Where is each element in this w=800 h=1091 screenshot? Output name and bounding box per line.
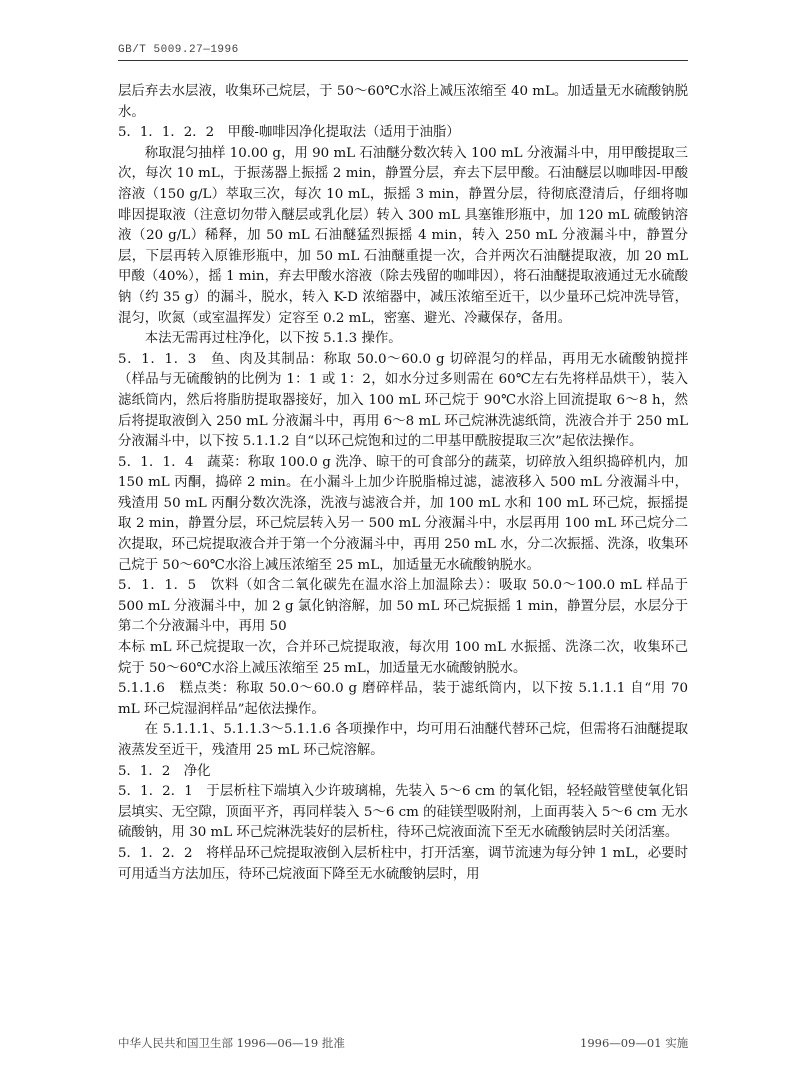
paragraph: 5．1．1．4 蔬菜：称取 100.0 g 洗净、晾干的可食部分的蔬菜，切碎放入组织捣碎机内，加 150 mL 丙酮，捣碎 2 min。在小漏斗上加少许脱脂棉过滤，滤液移入 500 mL 分液漏斗中，残渣用 50 mL 丙酮分数次洗涤，洗液与滤液合并，加 100 mL 水和 100 mL 环己烷，振摇提取 2 min，静置分层，环己烷层转入另一 500 mL 分液漏斗中，水层再用 100 mL 环己烷分二次提取，环己烷提取液合并于第一个分液漏斗中，再用 250 mL 水，分二次振摇、洗涤，收集环己烷于 50～60℃水浴上减压浓缩至 25 mL，加适量无水硫酸钠脱水。 [118,454,688,573]
header-rule [118,60,688,61]
paragraph: 5．1．2．2 将样品环己烷提取液倒入层析柱中，打开活塞，调节流速为每分钟 1 mL，必要时可用适当方法加压，待环己烷液面下降至无水硫酸钠层时，用 [118,845,688,882]
section-heading: 5．1．1．2．2 甲酸-咖啡因净化提取法（适用于油脂） [118,125,460,141]
paragraph: 本法无需再过柱净化，以下按 5.1.3 操作。 [144,331,402,347]
section-heading: 5．1．2 净化 [118,763,211,779]
standard-code-header: GB/T 5009.27—1996 [118,44,239,56]
paragraph: 5．1．2．1 于层析柱下端填入少许玻璃棉，先装入 5～6 cm 的氧化铝，轻轻敲管壁使氧化铝层填实、无空隙，顶面平齐，再同样装入 5～6 cm 的硅镁型吸附剂，上面再装入 5～6 cm 无水硫酸钠，用 30 mL 环己烷淋洗装好的层析柱，待环己烷液面流下至无水硫酸钠层时关闭活塞。 [118,784,688,841]
paragraph: 5.1.1.6 糕点类：称取 50.0～60.0 g 磨碎样品，装于滤纸筒内，以下按 5.1.1.1 自“用 70 mL 环己烷湿润样品”起依法操作。 [118,681,688,717]
implementation-date-footer: 1996—09—01 实施 [580,1036,689,1050]
paragraph: 5．1．1．5 饮料（如含二氧化碳先在温水浴上加温除去）：吸取 50.0～100.0 mL 样品于 500 mL 分液漏斗中，加 2 g 氯化钠溶解，加 50 mL 环己烷振摇 1 min，静置分层，水层分于第二个分液漏斗中，再用 50 [118,578,688,635]
approval-date-footer: 中华人民共和国卫生部 1996—06—19 批准 [118,1036,345,1050]
paragraph: 在 5.1.1.1、5.1.1.3～5.1.1.6 各项操作中，均可用石油醚代替环己烷，但需将石油醚提取液蒸发至近干，残渣用 25 mL 环己烷溶解。 [118,722,688,758]
paragraph: 层后弃去水层液，收集环己烷层，于 50～60℃水浴上减压浓缩至 40 mL。加适量无水硫酸钠脱水。 [118,84,688,120]
paragraph: 本标 mL 环己烷提取一次，合并环己烷提取液，每次用 100 mL 水振摇、洗涤二次，收集环己烷于 50～60℃水浴上减压浓缩至 25 mL，加适量无水硫酸钠脱水。 [118,640,688,676]
paragraph: 称取混匀抽样 10.00 g，用 90 mL 石油醚分数次转入 100 mL 分液漏斗中，用甲酸提取三次，每次 10 mL，于振荡器上振摇 2 min，静置分层，弃去下层甲酸。石油醚层以咖啡因-甲酸溶液（150 g/L）萃取三次，每次 10 mL，振摇 3 min，静置分层，待彻底澄清后，仔细将咖啡因提取液（注意切勿带入醚层或乳化层）转入 300 mL 具塞锥形瓶中，加 120 mL 硫酸钠溶液（20 g/L）稀释，加 50 mL 石油醚猛烈振摇 4 min，转入 250 mL 分液漏斗中，静置分层，下层再转入原锥形瓶中，加 50 mL 石油醚重提一次，合并两次石油醚提取液，加 20 mL 甲酸（40%），摇 1 min，弃去甲酸水溶液（除去残留的咖啡因），将石油醚提取液通过无水硫酸钠（约 35 g）的漏斗，脱水，转入 K-D 浓缩器中，减压浓缩至近干，以少量环己烷冲洗导管，混匀，吹氮（或室温挥发）定容至 0.2 mL，密塞、避光、冷藏保存，备用。 [118,145,688,326]
paragraph: 5．1．1．3 鱼、肉及其制品：称取 50.0～60.0 g 切碎混匀的样品，再用无水硫酸钠搅拌（样品与无硫酸钠的比例为 1：1 或 1：2，如水分过多则需在 60℃左右先将样品烘干），装入滤纸筒内，然后将脂肪提取器接好，加入 100 mL 环己烷于 90℃水浴上回流提取 6～8 h，然后将提取液倒入 250 mL 分液漏斗中，再用 6～8 mL 环己烷淋洗滤纸筒，洗液合并于 250 mL 分液漏斗中，以下按 5.1.1.2 自“以环己烷饱和过的二甲基甲酰胺提取三次”起依法操作。 [118,351,688,450]
document-body [118,82,688,885]
